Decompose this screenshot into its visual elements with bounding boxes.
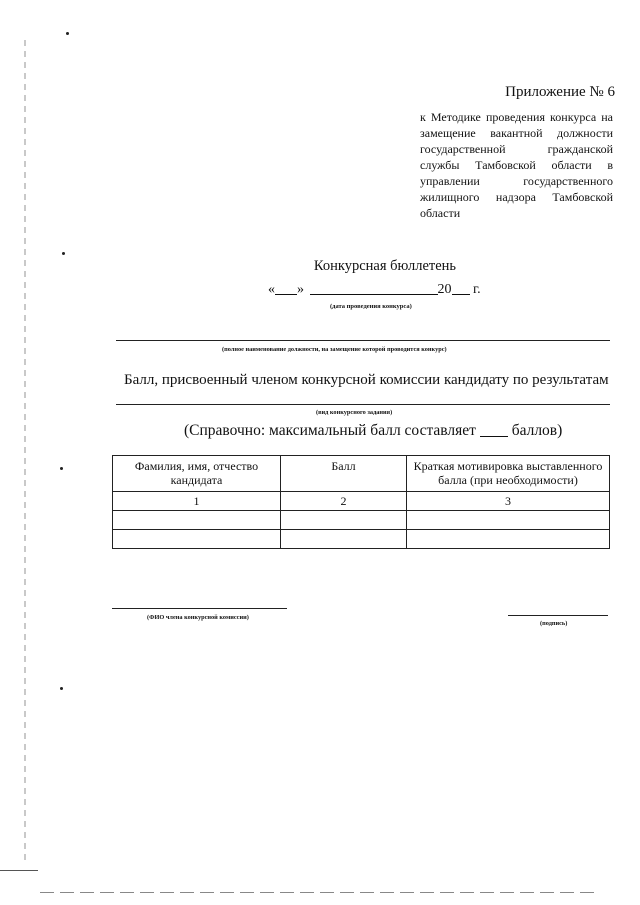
table-cell (113, 530, 281, 549)
year-blank (452, 280, 470, 295)
column-number: 3 (407, 492, 610, 511)
date-quote-close: » (297, 282, 304, 297)
signature-caption: (подпись) (540, 620, 568, 627)
table-cell (281, 530, 407, 549)
appendix-title: Приложение № 6 (505, 84, 615, 100)
appendix-text: к Методике проведения конкурса на замещение вакантной должности государственной гражданской службы Тамбовской области в управлении государственного жилищного надзора Тамбовской области (420, 110, 613, 220)
table-cell (407, 530, 610, 549)
year-suffix: г. (473, 282, 481, 297)
table-number-row (113, 492, 610, 511)
table-cell (407, 511, 610, 530)
task-caption: (вид конкурсного задания) (316, 409, 393, 416)
year-prefix: 20 (437, 282, 452, 297)
header-candidate-name: Фамилия, имя, отчество кандидата (113, 456, 281, 492)
scan-bottom-artifact (0, 866, 640, 896)
name-signature-line (112, 608, 287, 609)
reference-text-after: баллов) (511, 422, 563, 439)
task-line (116, 404, 610, 405)
table-cell (113, 511, 281, 530)
day-blank (275, 280, 297, 295)
header-score: Балл (281, 456, 407, 492)
scores-table (112, 455, 610, 549)
position-caption: (полное наименование должности, на замещение которой проводится конкурс) (222, 346, 447, 353)
signature-line (508, 615, 608, 616)
reference-line (184, 422, 562, 440)
date-row (268, 280, 481, 298)
member-name-caption: (ФИО члена конкурсной комиссии) (147, 614, 249, 621)
month-blank (310, 280, 438, 295)
date-caption: (дата проведения конкурса) (330, 303, 412, 310)
table-cell (281, 511, 407, 530)
header-motivation: Краткая мотивировка выставленного балла (при необходимости) (407, 456, 610, 492)
scan-speck (62, 252, 65, 255)
scan-speck (60, 687, 63, 690)
scan-speck (66, 32, 69, 35)
reference-text-before: (Справочно: максимальный балл составляет (184, 422, 476, 439)
scan-edge-artifact (24, 40, 26, 860)
table-row (113, 530, 610, 549)
column-number: 2 (281, 492, 407, 511)
scan-speck (60, 467, 63, 470)
column-number: 1 (113, 492, 281, 511)
score-line: Балл, присвоенный членом конкурсной комиссии кандидату по результатам (124, 372, 609, 388)
bulletin-title: Конкурсная бюллетень (313, 258, 457, 274)
max-score-blank (480, 422, 508, 437)
table-row (113, 511, 610, 530)
position-line (116, 340, 610, 341)
table-header-row (113, 456, 610, 492)
date-quote-open: « (268, 282, 275, 297)
